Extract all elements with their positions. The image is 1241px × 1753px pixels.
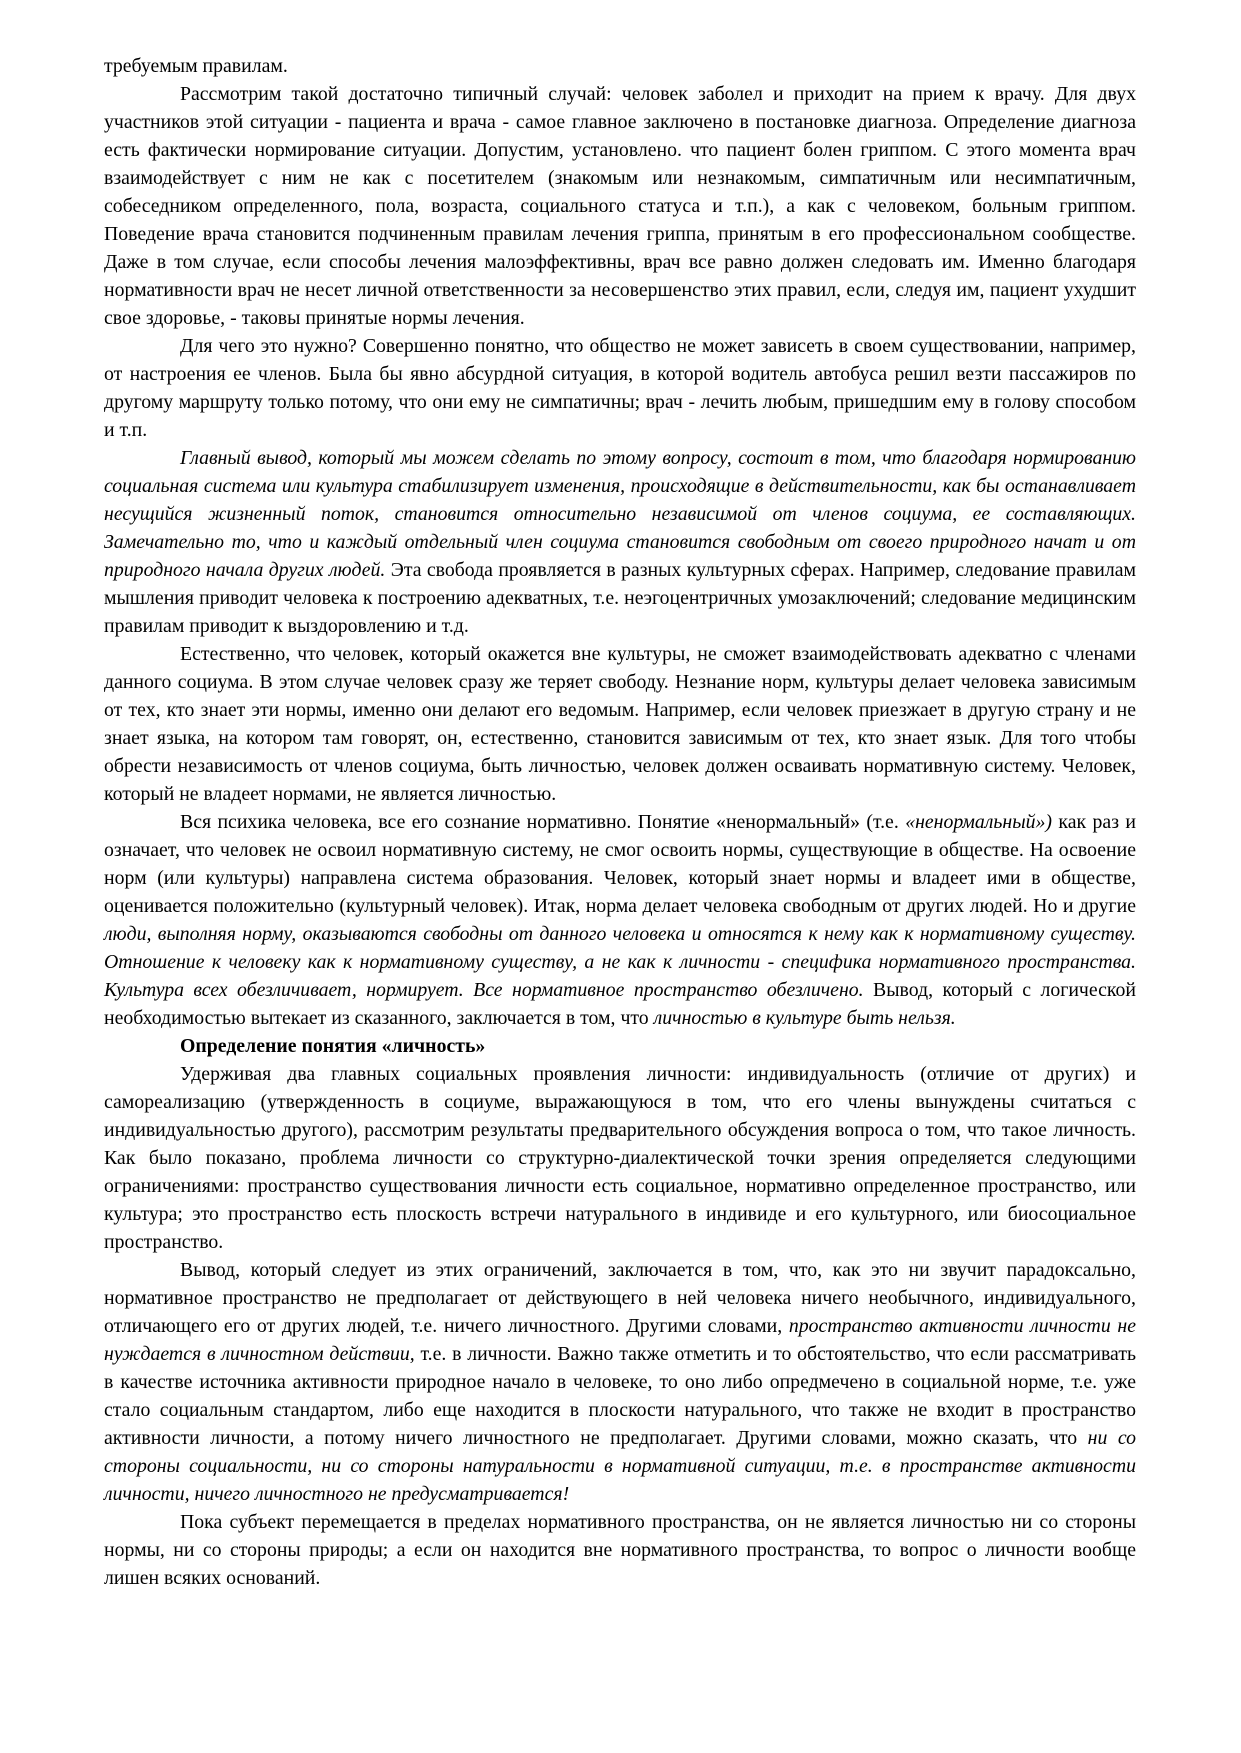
paragraph-main-conclusion	[104, 444, 1136, 640]
heading-text: Определение понятия «личность»	[180, 1035, 486, 1057]
text-segment: Вся психика человека, все его сознание нормативно. Понятие «ненормальный» (т.е.	[180, 811, 906, 833]
paragraph-outside-culture	[104, 640, 1136, 808]
document-page	[104, 52, 1136, 1592]
italic-text-segment: ни со стороны социальности, ни со стороны натуральности в нормативной ситуации, т.е. в пространстве активности личности, ничего личностного не предусматривается!	[104, 1427, 1137, 1505]
italic-text-segment: личностью в культуре быть нельзя.	[653, 1007, 956, 1029]
paragraph-subject-moves	[104, 1508, 1136, 1592]
paragraph-continuation	[104, 52, 1136, 80]
paragraph-personality-definition	[104, 1060, 1136, 1256]
italic-text-segment: Главный вывод, который мы можем сделать по этому вопросу, состоит в том, что благодаря нормированию социальная система или культура стабилизирует изменения, происходящие в действительности, как бы останавливает несущийся жизненный поток, становится относительно независимой от членов социума, ее составляющих. Замечательно то, что и каждый отдельный член социума становится свободным от своего природного начат и от природного начала других людей.	[104, 447, 1136, 581]
italic-text-segment: пространство активности личности не нуждается в личностном действии,	[104, 1315, 1136, 1365]
text-segment: Эта свобода проявляется в разных культурных сферах. Например, следование правилам мышления приводит человека к построению адекватных, т.е. неэгоцентричных умозаключений; следование медицинским правилам приводит к выздоровлению и т.д.	[104, 559, 1136, 637]
text-segment: Удерживая два главных социальных проявления личности: индивидуальность (отличие от других) и самореализацию (утвержденность в социуме, выражающуюся в том, что его члены вынуждены считаться с индивидуальностью другого), рассмотрим результаты предварительного обсуждения вопроса о том, что такое личность. Как было показано, проблема личности со структурно-диалектической точки зрения определяется следующими ограничениями: пространство существования личности есть социальное, нормативно определенное пространство, или культура; это пространство есть плоскость встречи натурального в индивиде и его культурного, или биосоциальное пространство.	[104, 1063, 1136, 1253]
text-segment: Вывод, который следует из этих ограничений, заключается в том, что, как это ни звучит парадоксально, нормативное пространство не предполагает от действующего в ней человека ничего необычного, индивидуального, отличающего его от других людей, т.е. ничего личностного. Другими словами,	[104, 1259, 1136, 1337]
italic-text-segment: «ненормальный»)	[905, 811, 1053, 833]
text-segment: Рассмотрим такой достаточно типичный случай: человек заболел и приходит на прием к врачу. Для двух участников этой ситуации - пациента и врача - самое главное заключено в постановке диагноза. Определение диагноза есть фактически нормирование ситуации. Допустим, установлено. что пациент болен гриппом. С этого момента врач взаимодействует с ним не как с посетителем (знакомым или незнакомым, симпатичным или несимпатичным, собеседником определенного, пола, возраста, социального статуса и т.п.), а как с человеком, больным гриппом. Поведение врача становится подчиненным правилам лечения гриппа, принятым в его профессиональном сообществе. Даже в том случае, если способы лечения малоэффективны, врач все равно должен следовать им. Именно благодаря нормативности врач не несет личной ответственности за несовершенство этих правил, если, следуя им, пациент ухудшит свое здоровье, - таковы принятые нормы лечения.	[104, 83, 1136, 329]
text-segment: Пока субъект перемещается в пределах нормативного пространства, он не является личностью ни со стороны нормы, ни со стороны природы; а если он находится вне нормативного пространства, то вопрос о личности вообще лишен всяких оснований.	[104, 1511, 1136, 1589]
text-segment: как раз и означает, что человек не освоил нормативную систему, не смог освоить нормы, существующие в обществе. На освоение норм (или культуры) направлена система образования. Человек, который знает нормы и владеет ими в обществе, оценивается положительно (культурный человек). Итак, норма делает человека свободным от других людей. Но и другие	[104, 811, 1136, 917]
paragraph-psyche-normative	[104, 808, 1136, 1032]
text-segment: т.е. в личности. Важно также отметить и то обстоятельство, что если рассматривать в качестве источника активности природное начало в человеке, то оно либо опредмечено в социальной норме, т.е. уже стало социальным стандартом, либо еще находится в плоскости натурального, что также не входит в пространство активности личности, а потому ничего личностного не предполагает. Другими словами, можно сказать, что	[104, 1343, 1136, 1449]
italic-text-segment: люди, выполняя норму, оказываются свободны от данного человека и относятся к нему как к нормативному существу. Отношение к человеку как к нормативному существу, а не как к личности - специфика нормативного пространства. Культура всех обезличивает, нормирует. Все нормативное пространство обезличено.	[104, 923, 1136, 1001]
text-segment: Естественно, что человек, который окажется вне культуры, не сможет взаимодействовать адекватно с членами данного социума. В этом случае человек сразу же теряет свободу. Незнание норм, культуры делает человека зависимым от тех, кто знает эти нормы, именно они делают его ведомым. Например, если человек приезжает в другую страну и не знает языка, на котором там говорят, он, естественно, становится зависимым от тех, кто знает язык. Для того чтобы обрести независимость от членов социума, быть личностью, человек должен осваивать нормативную систему. Человек, который не владеет нормами, не является личностью.	[104, 643, 1136, 805]
paragraph-doctor-case	[104, 80, 1136, 332]
text-segment: требуемым правилам.	[104, 55, 288, 77]
text-segment: Для чего это нужно? Совершенно понятно, что общество не может зависеть в своем существовании, например, от настроения ее членов. Была бы явно абсурдной ситуация, в которой водитель автобуса решил везти пассажиров по другому маршруту только потому, что они ему не симпатичны; врач - лечить любым, пришедшим ему в голову способом и т.п.	[104, 335, 1136, 441]
section-heading	[104, 1032, 1136, 1060]
text-segment: Вывод, который с логической необходимостью вытекает из сказанного, заключается в том, что	[104, 979, 1136, 1029]
paragraph-why-needed	[104, 332, 1136, 444]
paragraph-restrictions-conclusion	[104, 1256, 1136, 1508]
